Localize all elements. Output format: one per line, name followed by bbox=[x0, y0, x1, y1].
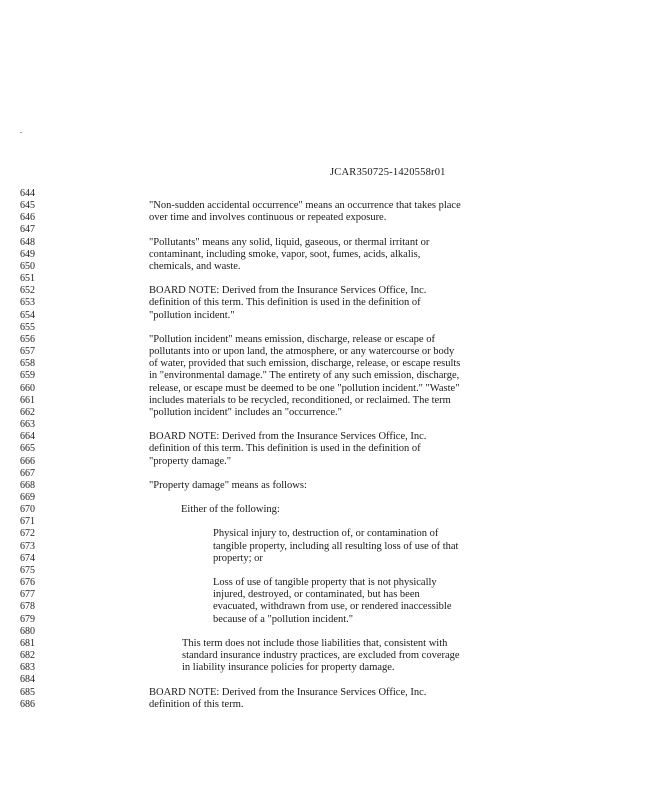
line-row bbox=[0, 687, 671, 699]
line-text: "Pollutants" means any solid, liquid, gaseous, or thermal irritant or bbox=[149, 236, 430, 248]
line-text: This term does not include those liabilities that, consistent with bbox=[182, 637, 448, 649]
line-number: 668 bbox=[20, 479, 35, 491]
line-row bbox=[0, 601, 671, 613]
line-number: 670 bbox=[20, 504, 35, 516]
line-number: 647 bbox=[20, 224, 35, 236]
line-number: 685 bbox=[20, 686, 35, 698]
line-number: 655 bbox=[20, 321, 35, 333]
line-number: 666 bbox=[20, 455, 35, 467]
line-number: 659 bbox=[20, 370, 35, 382]
line-row bbox=[0, 188, 671, 200]
line-row bbox=[0, 650, 671, 662]
line-number: 686 bbox=[20, 698, 35, 710]
line-row bbox=[0, 468, 671, 480]
line-text: includes materials to be recycled, reconditioned, or reclaimed. The term bbox=[149, 394, 451, 406]
line-text: release, or escape must be deemed to be one "pollution incident." "Waste" bbox=[149, 382, 460, 394]
line-text: of water, provided that such emission, discharge, release, or escape results bbox=[149, 358, 461, 370]
line-number: 649 bbox=[20, 248, 35, 260]
line-row bbox=[0, 383, 671, 395]
line-row bbox=[0, 322, 671, 334]
line-row bbox=[0, 480, 671, 492]
line-text: over time and involves continuous or repeated exposure. bbox=[149, 212, 387, 224]
line-row bbox=[0, 297, 671, 309]
line-row bbox=[0, 626, 671, 638]
line-number: 679 bbox=[20, 613, 35, 625]
line-number: 682 bbox=[20, 650, 35, 662]
line-row bbox=[0, 261, 671, 273]
line-row bbox=[0, 553, 671, 565]
line-number: 657 bbox=[20, 346, 35, 358]
line-row bbox=[0, 431, 671, 443]
line-number: 645 bbox=[20, 200, 35, 212]
line-row bbox=[0, 237, 671, 249]
line-number: 669 bbox=[20, 492, 35, 503]
line-row bbox=[0, 310, 671, 322]
line-row bbox=[0, 456, 671, 468]
line-text: "property damage." bbox=[149, 455, 232, 467]
line-text: "Pollution incident" means emission, discharge, release or escape of bbox=[149, 333, 435, 345]
line-text: in "environmental damage." The entirety of any such emission, discharge, bbox=[149, 370, 460, 382]
line-text: contaminant, including smoke, vapor, soot, fumes, acids, alkalis, bbox=[149, 248, 421, 260]
line-row bbox=[0, 395, 671, 407]
line-number: 681 bbox=[20, 637, 35, 649]
line-text: "Non-sudden accidental occurrence" means an occurrence that takes place bbox=[149, 200, 461, 212]
line-row bbox=[0, 699, 671, 711]
line-text: chemicals, and waste. bbox=[149, 260, 241, 272]
line-number: 675 bbox=[20, 564, 35, 576]
line-text: injured, destroyed, or contaminated, but has been bbox=[213, 589, 420, 601]
line-number: 684 bbox=[20, 674, 35, 686]
line-row bbox=[0, 370, 671, 382]
document-id-header: JCAR350725-1420558r01 bbox=[330, 167, 446, 178]
line-number: 671 bbox=[20, 516, 35, 528]
line-row bbox=[0, 443, 671, 455]
line-number: 676 bbox=[20, 577, 35, 589]
line-number: 661 bbox=[20, 394, 35, 406]
line-row bbox=[0, 334, 671, 346]
line-row bbox=[0, 504, 671, 516]
line-number: 644 bbox=[20, 188, 35, 199]
line-row bbox=[0, 212, 671, 224]
scan-speck bbox=[20, 132, 22, 133]
line-row bbox=[0, 492, 671, 504]
line-text: evacuated, withdrawn from use, or rendered inaccessible bbox=[213, 601, 452, 613]
line-text: BOARD NOTE: Derived from the Insurance Services Office, Inc. bbox=[149, 285, 427, 297]
line-number: 680 bbox=[20, 625, 35, 637]
line-row bbox=[0, 346, 671, 358]
line-number: 652 bbox=[20, 285, 35, 297]
line-text: definition of this term. This definition is used in the definition of bbox=[149, 443, 421, 455]
line-number: 653 bbox=[20, 297, 35, 309]
line-row bbox=[0, 565, 671, 577]
line-number: 673 bbox=[20, 540, 35, 552]
line-text: Either of the following: bbox=[181, 504, 280, 516]
line-number: 667 bbox=[20, 467, 35, 479]
line-text: Physical injury to, destruction of, or contamination of bbox=[213, 528, 439, 540]
line-number: 665 bbox=[20, 443, 35, 455]
line-number: 646 bbox=[20, 212, 35, 224]
line-text: BOARD NOTE: Derived from the Insurance Services Office, Inc. bbox=[149, 431, 427, 443]
line-number: 678 bbox=[20, 601, 35, 613]
line-text: BOARD NOTE: Derived from the Insurance Services Office, Inc. bbox=[149, 686, 427, 698]
line-number: 658 bbox=[20, 358, 35, 370]
line-row bbox=[0, 249, 671, 261]
line-row bbox=[0, 273, 671, 285]
line-row bbox=[0, 419, 671, 431]
line-number: 662 bbox=[20, 406, 35, 418]
line-number: 674 bbox=[20, 552, 35, 564]
line-row bbox=[0, 541, 671, 553]
line-text: definition of this term. bbox=[149, 698, 244, 710]
line-row bbox=[0, 589, 671, 601]
line-number: 664 bbox=[20, 431, 35, 443]
line-row bbox=[0, 577, 671, 589]
line-number: 654 bbox=[20, 309, 35, 321]
line-text: pollutants into or upon land, the atmosphere, or any watercourse or body bbox=[149, 346, 455, 358]
line-row bbox=[0, 358, 671, 370]
line-number: 650 bbox=[20, 260, 35, 272]
line-number: 677 bbox=[20, 589, 35, 601]
line-row bbox=[0, 614, 671, 626]
line-text: "pollution incident" includes an "occurrence." bbox=[149, 406, 342, 418]
line-text: property; or bbox=[213, 552, 263, 564]
line-row bbox=[0, 638, 671, 650]
line-text: standard insurance industry practices, are excluded from coverage bbox=[182, 650, 460, 662]
line-text: because of a "pollution incident." bbox=[213, 613, 354, 625]
line-text: definition of this term. This definition is used in the definition of bbox=[149, 297, 421, 309]
line-row bbox=[0, 285, 671, 297]
line-row bbox=[0, 516, 671, 528]
line-number: 648 bbox=[20, 236, 35, 248]
line-row bbox=[0, 674, 671, 686]
line-number: 672 bbox=[20, 528, 35, 540]
line-row bbox=[0, 407, 671, 419]
line-row bbox=[0, 224, 671, 236]
line-row bbox=[0, 528, 671, 540]
line-row bbox=[0, 662, 671, 674]
line-text: Loss of use of tangible property that is not physically bbox=[213, 577, 437, 589]
line-text: "Property damage" means as follows: bbox=[149, 479, 307, 491]
line-number: 663 bbox=[20, 419, 35, 431]
line-number: 683 bbox=[20, 662, 35, 674]
line-text: "pollution incident." bbox=[149, 309, 235, 321]
line-number: 651 bbox=[20, 273, 35, 285]
line-row bbox=[0, 200, 671, 212]
line-text: tangible property, including all resulting loss of use of that bbox=[213, 540, 459, 552]
line-text: in liability insurance policies for property damage. bbox=[182, 662, 395, 674]
line-number: 656 bbox=[20, 333, 35, 345]
line-number: 660 bbox=[20, 382, 35, 394]
